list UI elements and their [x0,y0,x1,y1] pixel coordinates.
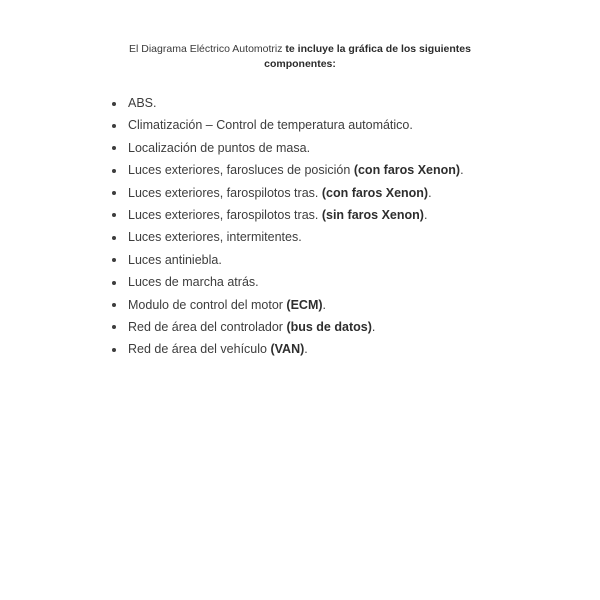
components-list [109,92,464,361]
bullet-icon [112,169,116,173]
intro-bold-continuation: componentes: [264,58,336,70]
list-item [109,226,464,248]
item-text: Luces exteriores, intermitentes. [128,230,302,245]
item-text: Climatización – Control de temperatura automático. [128,118,413,133]
item-tail: . [322,297,327,312]
item-bold-text: (VAN) [270,342,305,357]
item-tail: . [304,342,308,357]
item-bold-text: (ECM) [286,297,323,312]
list-item [109,92,464,114]
intro-heading [100,42,500,72]
item-text: Luces exteriores, farospilotos tras. [128,207,322,222]
list-item [109,249,464,271]
bullet-icon [112,124,116,128]
bullet-icon [112,102,116,106]
bullet-icon [112,258,116,262]
item-bold-text: (bus de datos) [286,319,372,334]
item-bold-text: (con faros Xenon) [353,163,461,178]
list-item [109,316,464,338]
item-text: Red de área del controlador [128,319,287,334]
intro-text: El Diagrama Eléctrico Automotriz [129,43,286,55]
item-tail: . [428,185,432,200]
list-item [109,338,464,360]
bullet-icon [112,236,116,240]
list-item [109,114,464,136]
list-item [109,294,464,316]
intro-bold-text: te incluye la gráfica de los siguientes [285,43,471,55]
item-text: Red de área del vehículo [128,342,271,357]
bullet-icon [112,303,116,307]
item-text: Luces de marcha atrás. [128,275,259,290]
bullet-icon [112,146,116,150]
bullet-icon [112,348,116,352]
item-text: Luces antiniebla. [128,252,222,267]
item-tail: . [371,319,376,334]
item-text: ABS. [128,96,157,110]
bullet-icon [112,213,116,217]
bullet-icon [112,281,116,285]
item-text: Modulo de control del motor [128,297,287,312]
item-text: Luces exteriores, farosluces de posición [128,163,354,178]
item-text: Luces exteriores, farospilotos tras. [128,185,322,200]
list-item [109,271,464,293]
list-item [109,159,464,181]
item-bold-text: (con faros Xenon) [321,185,429,200]
list-item [109,137,464,159]
bullet-icon [112,325,116,329]
item-text: Localización de puntos de masa. [128,140,311,155]
list-item [109,182,464,204]
item-tail: . [460,163,464,178]
item-bold-text: (sin faros Xenon) [321,207,424,222]
list-item [109,204,464,226]
item-tail: . [423,207,428,222]
bullet-icon [112,191,116,195]
